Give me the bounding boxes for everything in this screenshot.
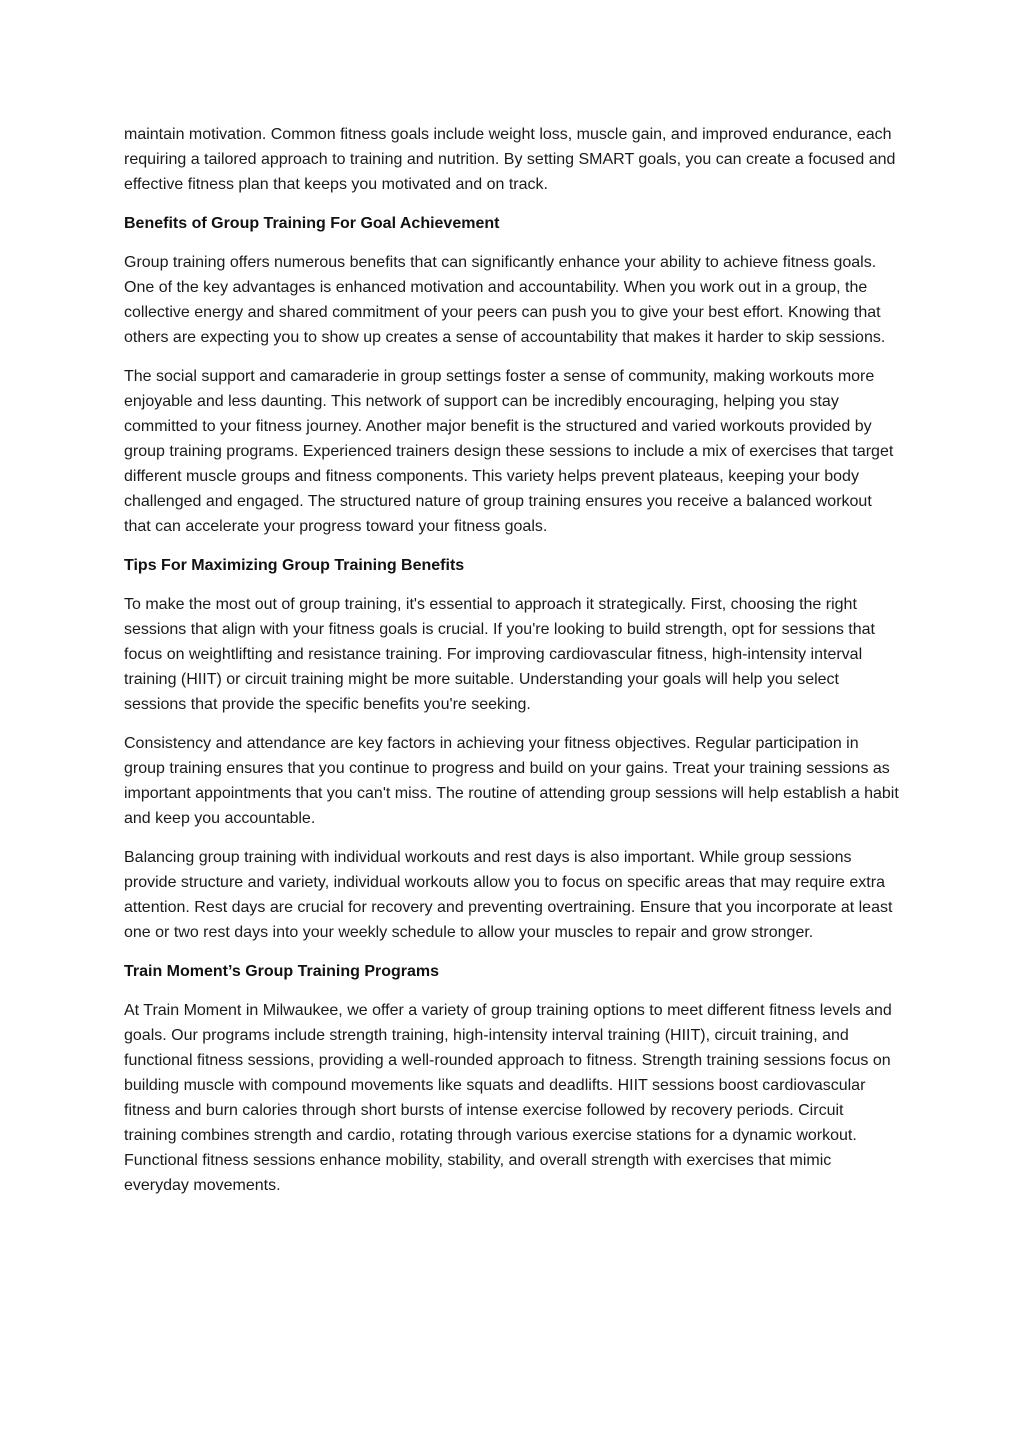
body-paragraph: Consistency and attendance are key factors in achieving your fitness objectives. Regular participation in group training ensures that you continue to progress and build on your gains. Treat your training sessions as important appointments that you can't miss. The routine of attending group sessions will help establish a habit and keep you accountable. — [124, 735, 899, 827]
section-heading-tips: Tips For Maximizing Group Training Benefits — [124, 557, 465, 574]
section-heading-programs: Train Moment’s Group Training Programs — [124, 963, 440, 980]
intro-paragraph: maintain motivation. Common fitness goals include weight loss, muscle gain, and improved endurance, each requiring a tailored approach to training and nutrition. By setting SMART goals, you can create a focused and effective fitness plan that keeps you motivated and on track. — [124, 126, 896, 193]
document-page — [124, 122, 900, 1212]
body-paragraph: To make the most out of group training, it's essential to approach it strategically. First, choosing the right sessions that align with your fitness goals is crucial. If you're looking to build strength, opt for sessions that focus on weightlifting and resistance training. For improving cardiovascular fitness, high-intensity interval training (HIIT) or circuit training might be more suitable. Understanding your goals will help you select sessions that provide the specific benefits you're seeking. — [124, 596, 875, 713]
body-paragraph: The social support and camaraderie in group settings foster a sense of community, making workouts more enjoyable and less daunting. This network of support can be incredibly encouraging, helping you stay committed to your fitness journey. Another major benefit is the structured and varied workouts provided by group training programs. Experienced trainers design these sessions to include a mix of exercises that target different muscle groups and fitness components. This variety helps prevent plateaus, keeping your body challenged and engaged. The structured nature of group training ensures you receive a balanced workout that can accelerate your progress toward your fitness goals. — [124, 368, 894, 535]
body-paragraph: At Train Moment in Milwaukee, we offer a variety of group training options to meet different fitness levels and goals. Our programs include strength training, high-intensity interval training (HIIT), circuit training, and functional fitness sessions, providing a well-rounded approach to fitness. Strength training sessions focus on building muscle with compound movements like squats and deadlifts. HIIT sessions boost cardiovascular fitness and burn calories through short bursts of intense exercise followed by recovery periods. Circuit training combines strength and cardio, rotating through various exercise stations for a dynamic workout. Functional fitness sessions enhance mobility, stability, and overall strength with exercises that mimic everyday movements. — [124, 1002, 892, 1194]
section-heading-benefits: Benefits of Group Training For Goal Achievement — [124, 215, 500, 232]
body-paragraph: Balancing group training with individual workouts and rest days is also important. While group sessions provide structure and variety, individual workouts allow you to focus on specific areas that may require extra attention. Rest days are crucial for recovery and preventing overtraining. Ensure that you incorporate at least one or two rest days into your weekly schedule to allow your muscles to repair and grow stronger. — [124, 849, 893, 941]
body-paragraph: Group training offers numerous benefits that can significantly enhance your ability to achieve fitness goals. One of the key advantages is enhanced motivation and accountability. When you work out in a group, the collective energy and shared commitment of your peers can push you to give your best effort. Knowing that others are expecting you to show up creates a sense of accountability that makes it harder to skip sessions. — [124, 254, 886, 346]
